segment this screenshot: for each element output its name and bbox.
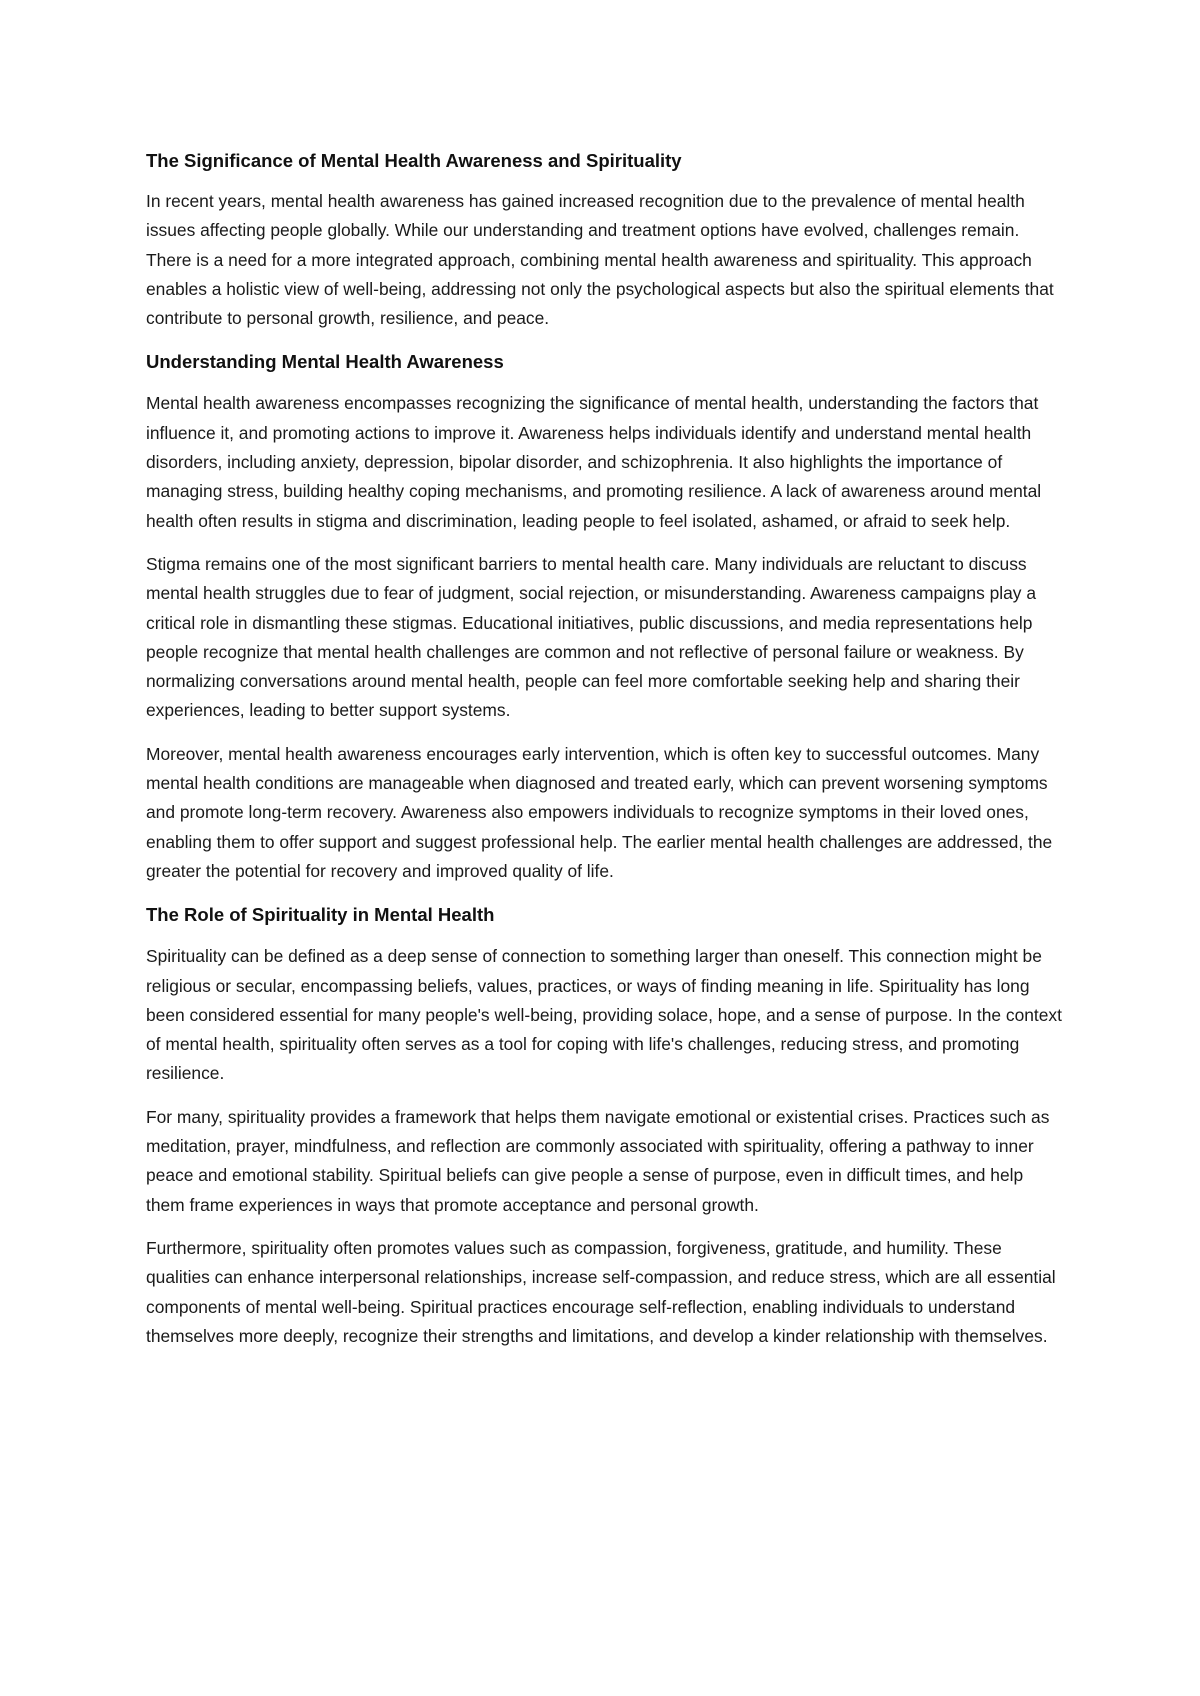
section-understanding-mental-health-awareness bbox=[146, 347, 1066, 886]
body-paragraph: Spirituality can be defined as a deep sense of connection to something larger than oneself. This connection might be religious or secular, encompassing beliefs, values, practices, or ways of finding meaning in life. Spirituality has long been considered essential for many people's well-being, providing solace, hope, and a sense of purpose. In the context of mental health, spirituality often serves as a tool for coping with life's challenges, reducing stress, and promoting resilience. bbox=[146, 946, 1062, 1084]
body-paragraph: Stigma remains one of the most significant barriers to mental health care. Many individuals are reluctant to discuss mental health struggles due to fear of judgment, social rejection, or misunderstanding. Awareness campaigns play a critical role in dismantling these stigmas. Educational initiatives, public discussions, and media representations help people recognize that mental health challenges are common and not reflective of personal failure or weakness. By normalizing conversations around mental health, people can feel more comfortable seeking help and sharing their experiences, leading to better support systems. bbox=[146, 553, 1037, 721]
document-page bbox=[146, 146, 1066, 1365]
body-paragraph: Mental health awareness encompasses recognizing the significance of mental health, understanding the factors that influence it, and promoting actions to improve it. Awareness helps individuals identify and understand mental health disorders, including anxiety, depression, bipolar disorder, and schizophrenia. It also highlights the importance of managing stress, building healthy coping mechanisms, and promoting resilience. A lack of awareness around mental health often results in stigma and discrimination, leading people to feel isolated, ashamed, or afraid to seek help. bbox=[146, 393, 1042, 531]
intro-paragraph: In recent years, mental health awareness has gained increased recognition due to the prevalence of mental health issues affecting people globally. While our understanding and treatment options have evolved, challenges remain. There is a need for a more integrated approach, combining mental health awareness and spirituality. This approach enables a holistic view of well-being, addressing not only the psychological aspects but also the spiritual elements that contribute to personal growth, resilience, and peace. bbox=[146, 191, 1054, 329]
section-heading: The Role of Spirituality in Mental Health bbox=[146, 904, 495, 926]
section-heading: Understanding Mental Health Awareness bbox=[146, 351, 504, 373]
document-title: The Significance of Mental Health Awareness and Spirituality bbox=[146, 150, 682, 171]
body-paragraph: Furthermore, spirituality often promotes values such as compassion, forgiveness, gratitude, and humility. These qualities can enhance interpersonal relationships, increase self-compassion, and reduce stress, which are all essential components of mental well-being. Spiritual practices encourage self-reflection, enabling individuals to understand themselves more deeply, recognize their strengths and limitations, and develop a kinder relationship with themselves. bbox=[146, 1237, 1056, 1346]
body-paragraph: For many, spirituality provides a framework that helps them navigate emotional or existential crises. Practices such as meditation, prayer, mindfulness, and reflection are commonly associated with spirituality, offering a pathway to inner peace and emotional stability. Spiritual beliefs can give people a sense of purpose, even in difficult times, and help them frame experiences in ways that promote acceptance and personal growth. bbox=[146, 1106, 1050, 1215]
body-paragraph: Moreover, mental health awareness encourages early intervention, which is often key to successful outcomes. Many mental health conditions are manageable when diagnosed and treated early, which can prevent worsening symptoms and promote long-term recovery. Awareness also empowers individuals to recognize symptoms in their loved ones, enabling them to offer support and suggest professional help. The earlier mental health challenges are addressed, the greater the potential for recovery and improved quality of life. bbox=[146, 743, 1053, 881]
section-role-of-spirituality bbox=[146, 900, 1066, 1351]
